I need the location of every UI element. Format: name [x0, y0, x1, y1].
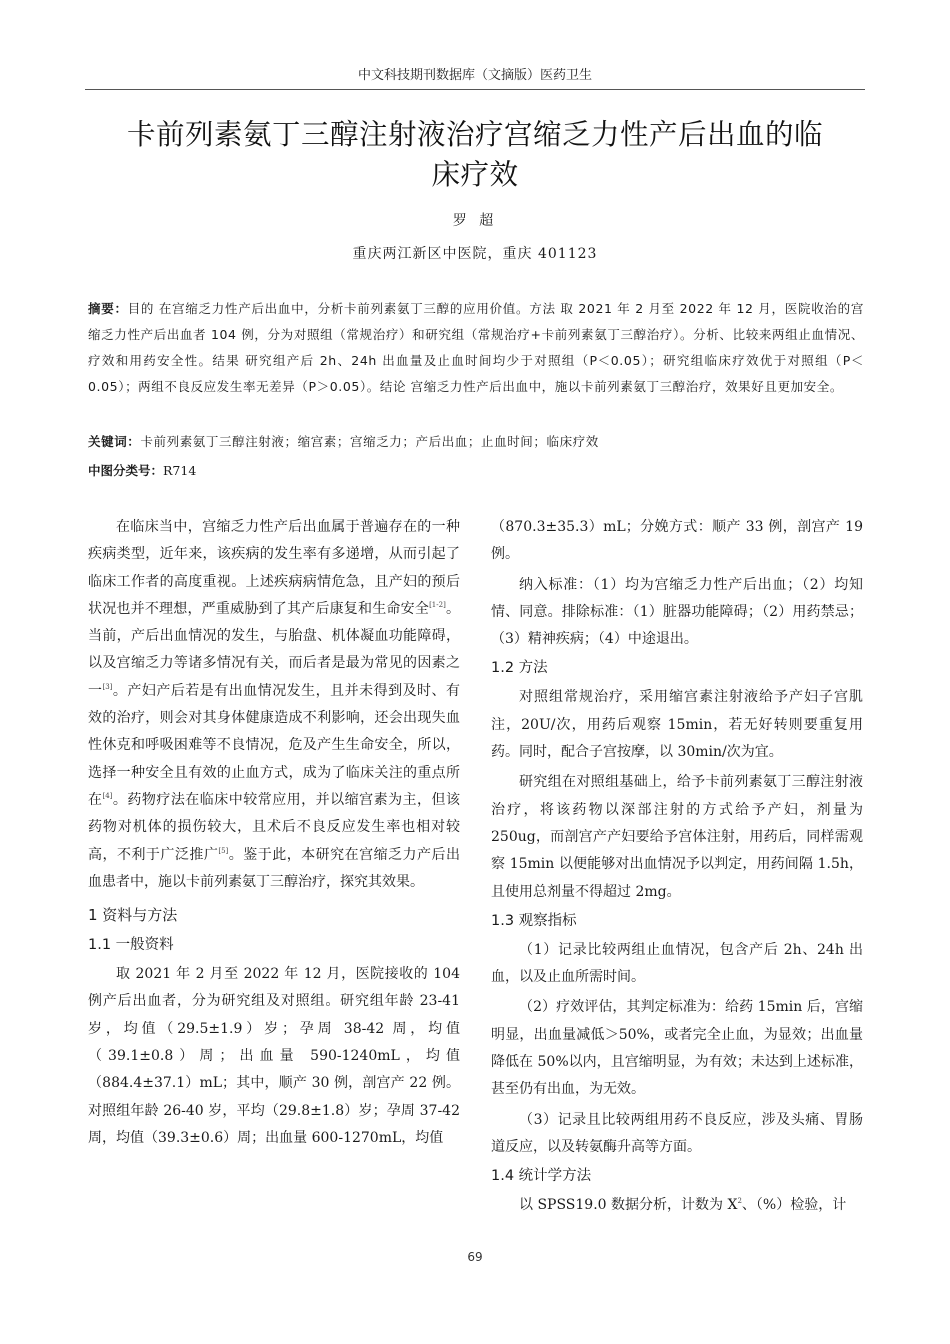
classification-number	[88, 461, 864, 479]
running-header: 中文科技期刊数据库（文摘版）医药卫生	[357, 68, 592, 83]
general-data-continued: （870.3±35.3）mL；分娩方式：顺产 33 例，剖宫产 19 例。	[491, 519, 863, 563]
intro-paragraph	[88, 514, 460, 896]
chi-square-superscript: 2	[737, 1197, 742, 1206]
observation-item-1: （1）记录比较两组止血情况，包含产后 2h、24h 出血，以及止血所需时间。	[491, 941, 863, 986]
citation-1-2: [1-2]	[429, 600, 446, 609]
citation-5: [5]	[218, 846, 229, 855]
title-line-1: 卡前列素氨丁三醇注射液治疗宫缩乏力性产后出血的临	[126, 118, 823, 151]
criteria-paragraph: 纳入标准：（1）均为宫缩乏力性产后出血；（2）均知情、同意。排除标准：（1）脏器功能障碍；（2）用药禁忌；（3）精神疾病；（4）中途退出。	[491, 576, 863, 648]
clc-label: 中图分类号：	[88, 463, 164, 478]
section-heading-1-2: 1.2 方法	[491, 660, 548, 677]
page-number: 69	[467, 1250, 483, 1264]
section-heading-1-3: 1.3 观察指标	[491, 912, 577, 929]
observation-item-3: （3）记录且比较两组用药不良反应，涉及头痛、胃肠道反应，以及转氨酶升高等方面。	[491, 1111, 863, 1155]
citation-4: [4]	[102, 791, 113, 800]
abstract-label: 摘要：	[88, 301, 128, 316]
general-data-paragraph: 取 2021 年 2 月至 2022 年 12 月，医院接收的 104 例产后出血者，分为研究组及对照组。研究组年龄 23-41 岁，均值（29.5±1.9）岁；孕周 38-42 周，均值（39.1±0.8）周；出血量 590-1240mL，均值（884.4±37.1）mL；其中，顺产 30 例，剖宫产 22 例。对照组年龄 26-40 岁，平均（29.8±1.8）岁；孕周 37-42 周，均值（39.3±0.6）周；出血量 600-1270mL，均值	[88, 966, 460, 1146]
left-column	[88, 514, 460, 1152]
observation-item-2: （2）疗效评估，其判定标准为：给药 15min 后，宫缩明显，出血量减低＞50%，或者完全止血，为显效；出血量降低在 50%以内，且宫缩明显，为有效；未达到上述标准，甚至仍有出血，为无效。	[491, 999, 863, 1098]
statistics-text-a: 以 SPSS19.0 数据分析，计数为 X	[519, 1197, 738, 1214]
abstract-text: 目的 在宫缩乏力性产后出血中，分析卡前列素氨丁三醇的应用价值。方法 取 2021 年 2 月至 2022 年 12 月，医院收治的宫缩乏力性产后出血者 104 例，分为对照组（常规治疗）和研究组（常规治疗+卡前列素氨丁三醇治疗）。分析、比较来两组止血情况、疗效和用药安全性。结果 研究组产后 2h、24h 出血量及止血时间均少于对照组（P＜0.05）；研究组临床疗效优于对照组（P＜0.05）；两组不良反应发生率无差异（P＞0.05）。结论 宫缩乏力性产后出血中，施以卡前列素氨丁三醇治疗，效果好且更加安全。	[88, 301, 864, 394]
intro-text-d: 。药物疗法在临床中较常应用，并以缩宫素为主，但该药物对机体的损伤较大，且术后不良反应发生率也相对较高，不利于广泛推广	[88, 791, 460, 863]
intro-text-a: 在临床当中，宫缩乏力性产后出血属于普遍存在的一种疾病类型，近年来，该疾病的发生率有多递增，从而引起了临床工作者的高度重视。上述疾病病情危急，且产妇的预后状况也并不理想，严重威胁到了其产后康复和生命安全	[88, 519, 460, 617]
keywords	[88, 432, 864, 450]
method-paragraph-1: 对照组常规治疗，采用缩宫素注射液给予产妇子宫肌注，20U/次，用药后观察 15min，若无好转则要重复用药。同时，配合子宫按摩，以 30min/次为宜。	[491, 689, 863, 761]
title-line-2: 床疗效	[431, 158, 519, 191]
keywords-label: 关键词：	[88, 434, 141, 449]
author: 罗 超	[452, 213, 498, 229]
intro-text-b: 。当前，产后出血情况的发生，与胎盘、机体凝血功能障碍，以及宫缩乏力等诸多情况有关，而后者是最为常见的因素之一	[88, 600, 461, 699]
citation-3: [3]	[102, 682, 113, 691]
intro-text-c: 。产妇产后若是有出血情况发生，且并未得到及时、有效的治疗，则会对其身体健康造成不利影响，还会出现失血性休克和呼吸困难等不良情况，危及产生生命安全，所以，选择一种安全且有效的止血方式，成为了临床关注的重点所在	[88, 682, 460, 808]
section-heading-1: 1 资料与方法	[88, 906, 178, 925]
intro-text-e: 。鉴于此，本研究在宫缩乏力产后出血患者中，施以卡前列素氨丁三醇治疗，探究其效果。	[88, 846, 461, 890]
abstract	[88, 296, 864, 400]
statistics-paragraph	[491, 1192, 863, 1219]
header-rule	[85, 89, 865, 90]
affiliation: 重庆两江新区中医院，重庆 401123	[352, 246, 598, 262]
keywords-text: 卡前列素氨丁三醇注射液；缩宫素；宫缩乏力；产后出血；止血时间；临床疗效	[140, 434, 599, 449]
clc-value: R714	[163, 463, 197, 478]
article-title	[85, 115, 865, 195]
section-heading-1-1: 1.1 一般资料	[88, 937, 174, 954]
right-column	[491, 514, 863, 1220]
method-paragraph-2: 研究组在对照组基础上，给予卡前列素氨丁三醇注射液治疗，将该药物以深部注射的方式给予产妇，剂量为 250ug，而剖宫产产妇要给予宫体注射，用药后，同样需观察 15min 以便能够对出血情况予以判定，用药间隔 1.5h，且使用总剂量不得超过 2mg。	[491, 774, 863, 900]
statistics-text-b: 、（%）检验，计	[741, 1197, 847, 1214]
section-heading-1-4: 1.4 统计学方法	[491, 1168, 592, 1185]
